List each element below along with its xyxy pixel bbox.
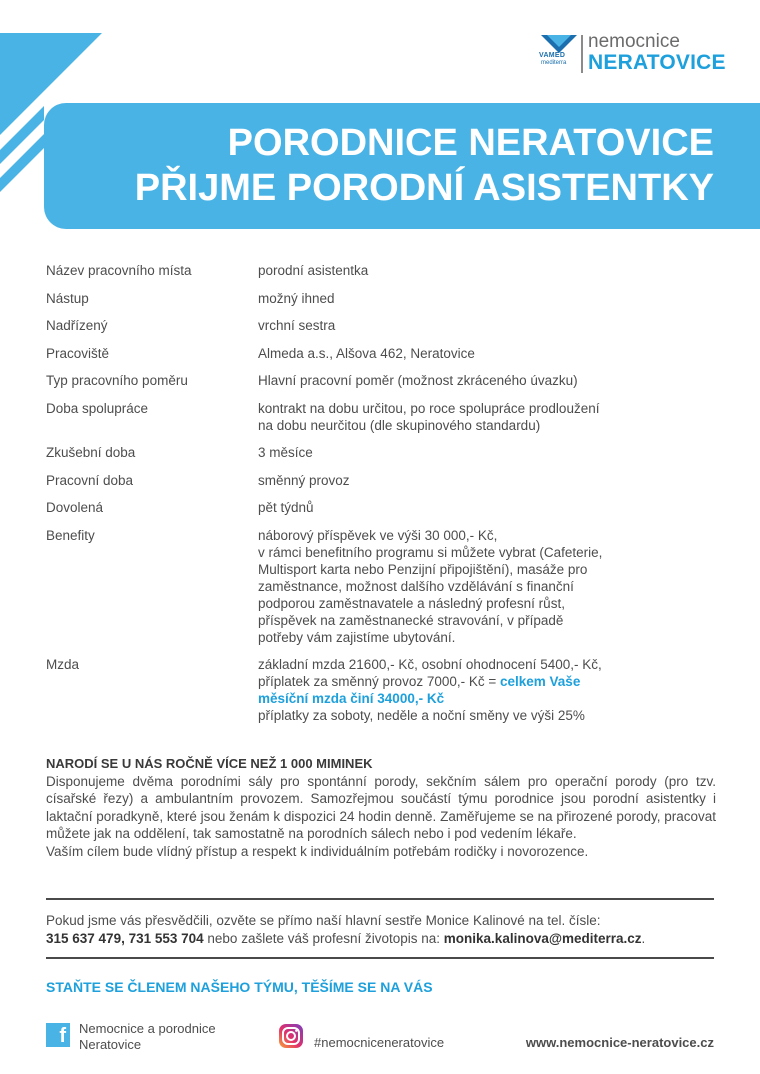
- logo-line2: NERATOVICE: [588, 51, 726, 74]
- info-row: [46, 372, 726, 389]
- salary-line2: [258, 673, 726, 690]
- hospital-logo: [539, 33, 729, 77]
- facebook-line2: Neratovice: [79, 1037, 142, 1052]
- description-section: [46, 755, 716, 860]
- logo-brand: VAMED: [539, 52, 566, 59]
- salary-line2-text: příplatek za směnný provoz 7000,- Kč =: [258, 674, 500, 689]
- info-label: Nástup: [46, 290, 89, 306]
- banner-title: [135, 121, 714, 211]
- info-label: Dovolená: [46, 500, 104, 515]
- info-value: pět týdnů: [258, 500, 314, 515]
- info-label: Doba spolupráce: [46, 400, 149, 416]
- instagram-link[interactable]: #nemocniceneratovice: [314, 1035, 445, 1050]
- info-row: [46, 317, 726, 334]
- info-row-salary: [46, 656, 726, 724]
- info-label: Typ pracovního poměru: [46, 373, 188, 388]
- contact-email[interactable]: monika.kalinova@mediterra.cz: [443, 931, 642, 946]
- salary-line1: základní mzda 21600,- Kč, osobní ohodnocení 5400,- Kč,: [258, 657, 602, 672]
- section-heading: NARODÍ SE U NÁS ROČNĚ VÍCE NEŽ 1 000 MIMINEK: [46, 756, 373, 771]
- banner-title-line2: PŘIJME PORODNÍ ASISTENTKY: [134, 167, 714, 209]
- info-label: Zkušební doba: [46, 445, 136, 460]
- divider-top: [46, 898, 714, 900]
- footer: [46, 1021, 714, 1057]
- banner-title-line1: PORODNICE NERATOVICE: [227, 122, 714, 164]
- website-link[interactable]: www.nemocnice-neratovice.cz: [525, 1035, 714, 1050]
- contact-phones[interactable]: 315 637 479, 731 553 704: [46, 931, 204, 946]
- call-to-action: STAŇTE SE ČLENEM NAŠEHO TÝMU, TĚŠÍME SE NA VÁS: [46, 979, 433, 995]
- contact-line1: Pokud jsme vás přesvědčili, ozvěte se přímo naší hlavní sestře Monice Kalinové na tel. čísle:: [46, 913, 601, 928]
- divider-bottom: [46, 957, 714, 959]
- info-value: Almeda a.s., Alšova 462, Neratovice: [258, 345, 475, 361]
- info-value: Hlavní pracovní poměr (možnost zkráceného úvazku): [258, 373, 578, 388]
- info-label: Mzda: [46, 657, 80, 672]
- salary-value: [258, 656, 726, 724]
- info-value: směnný provoz: [258, 472, 350, 488]
- info-label: Pracovní doba: [46, 472, 134, 488]
- contact-end: .: [641, 931, 646, 946]
- info-row: [46, 527, 726, 646]
- contact-line2: [46, 930, 726, 948]
- facebook-link[interactable]: [79, 1021, 216, 1053]
- info-row: [46, 345, 726, 362]
- logo-separator: [581, 35, 583, 73]
- salary-highlight-b: měsíční mzda činí 34000,- Kč: [258, 691, 445, 706]
- salary-line4: příplatky za soboty, neděle a noční směny ve výši 25%: [258, 708, 585, 723]
- contact-middle: nebo zašlete váš profesní životopis na:: [203, 931, 444, 946]
- logo-line1: nemocnice: [588, 31, 680, 52]
- info-row: [46, 472, 726, 489]
- logo-sub: mediterra: [541, 60, 567, 66]
- info-value: možný ihned: [258, 290, 335, 306]
- info-label: Pracoviště: [46, 345, 110, 361]
- info-label: Název pracovního místa: [46, 263, 192, 278]
- salary-highlight-a: celkem Vaše: [500, 674, 581, 689]
- info-value: 3 měsíce: [258, 445, 313, 460]
- info-row: [46, 262, 726, 279]
- instagram-icon[interactable]: [278, 1023, 304, 1049]
- info-value: kontrakt na dobu určitou, po roce spolupráce prodloužení na dobu neurčitou (dle skupinového standardu): [258, 400, 600, 433]
- info-value: náborový příspěvek ve výši 30 000,- Kč, v rámci benefitního programu si můžete vybrat (Cafeterie, Multisport karta nebo Penzijní připojištění), masáže pro zaměstnance, možnost dalšího vzdělávání s finanční podporou zaměstnavatele a následný profesní růst, příspěvek na zaměstnanecké stravování, v případě potřeby vám zajistíme ubytování.: [258, 527, 603, 645]
- info-row: [46, 499, 726, 516]
- job-info-table: [46, 262, 726, 735]
- contact-section: [46, 912, 726, 948]
- info-value: vrchní sestra: [258, 318, 336, 333]
- info-row: [46, 400, 726, 434]
- section-text: Disponujeme dvěma porodními sály pro spontánní porody, sekčním sálem pro operační porody (pro tzv. císařské řezy) a ambulantním provozem. Samozřejmou součástí týmu porodnice jsou porodní asistentky i laktační poradkyně, které jsou ženám k dispozici 24 hodin denně. Zaměřujeme se na přirozené porody, pracovat můžete jak na oddělení, tak samostatně na porodních sálech nebo i pod vedením lékaře.: [46, 773, 716, 841]
- info-label: Benefity: [46, 527, 95, 543]
- info-row: [46, 444, 726, 461]
- info-value: porodní asistentka: [258, 263, 369, 278]
- info-row: [46, 290, 726, 307]
- section-closing: Vaším cílem bude vlídný přístup a respekt k individuálním potřebám rodičky i novorozence.: [46, 843, 589, 859]
- info-label: Nadřízený: [46, 318, 108, 333]
- title-banner: [44, 103, 760, 229]
- facebook-line1: Nemocnice a porodnice: [79, 1021, 216, 1036]
- facebook-icon[interactable]: f: [46, 1023, 70, 1047]
